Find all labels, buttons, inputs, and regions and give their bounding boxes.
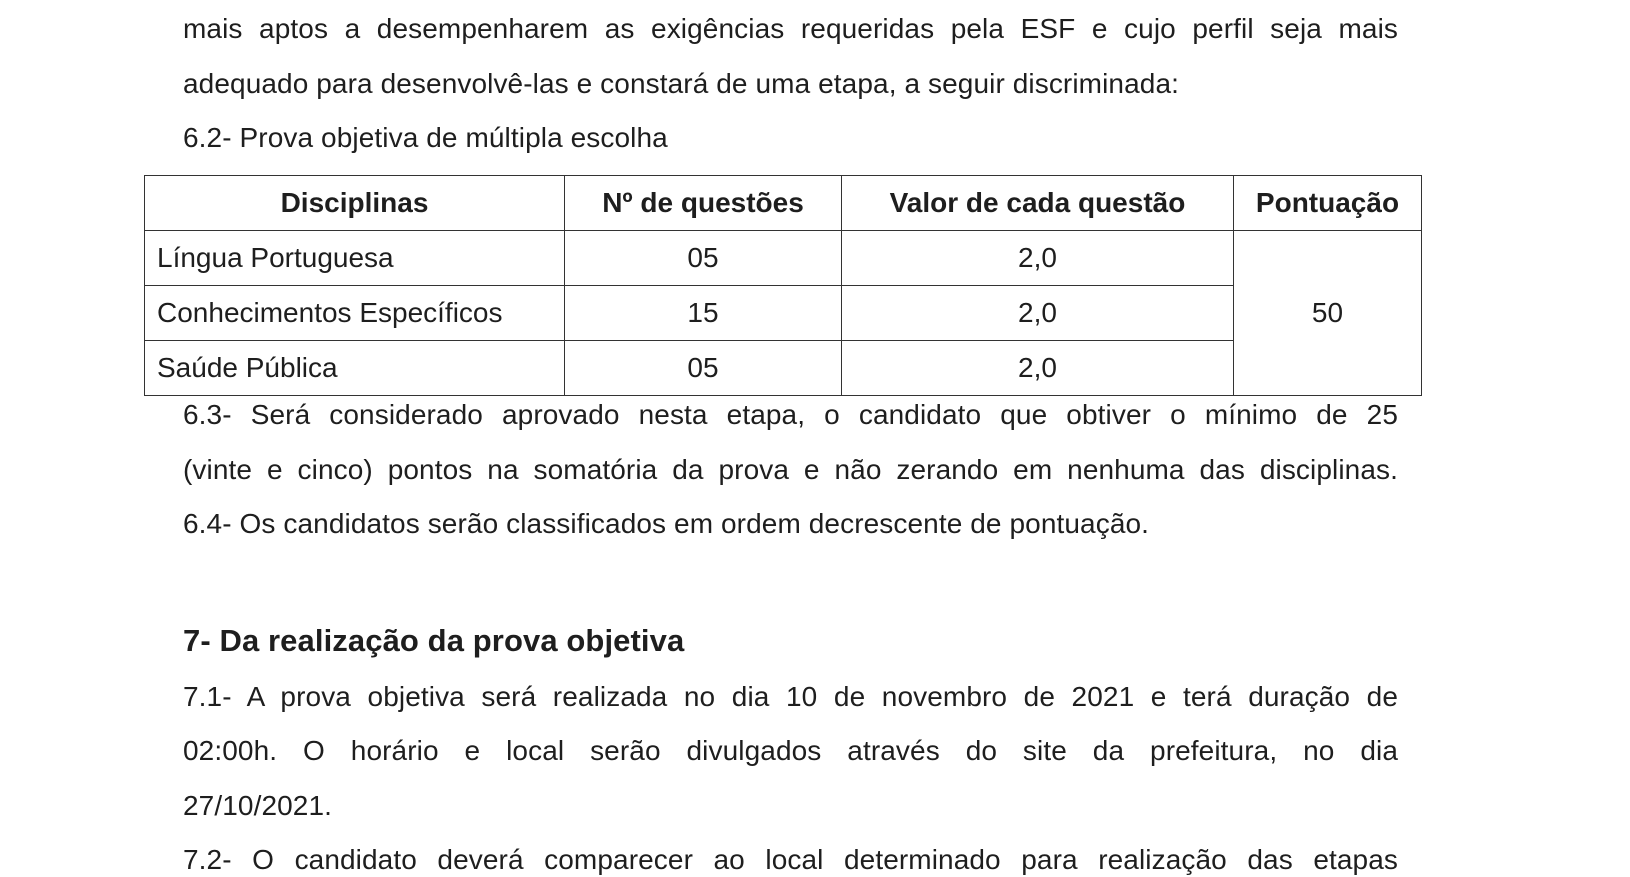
section-6-2-title: 6.2- Prova objetiva de múltipla escolha [183, 122, 668, 153]
cell-valor: 2,0 [842, 286, 1234, 341]
table-header-row [145, 176, 1422, 231]
exam-table [144, 175, 1422, 396]
table-row [145, 231, 1422, 286]
cell-disciplina: Saúde Pública [145, 341, 565, 396]
column-header-disciplinas: Disciplinas [145, 176, 565, 231]
section-6-3-line: 6.3- Será considerado aprovado nesta etapa, o candidato que obtiver o mínimo de 25 [183, 399, 1398, 430]
cell-questoes: 05 [565, 231, 842, 286]
paragraph-line: adequado para desenvolvê-las e constará de uma etapa, a seguir discriminada: [183, 68, 1179, 99]
section-7-1-line: 27/10/2021. [183, 790, 333, 821]
column-header-questoes: Nº de questões [565, 176, 842, 231]
cell-pontuacao: 50 [1234, 231, 1422, 396]
cell-questoes: 15 [565, 286, 842, 341]
section-6-4-text: 6.4- Os candidatos serão classificados em ordem decrescente de pontuação. [183, 508, 1150, 539]
column-header-valor: Valor de cada questão [842, 176, 1234, 231]
section-7-2-line: 7.2- O candidato deverá comparecer ao local determinado para realização das etapas [183, 844, 1398, 875]
paragraph-line: mais aptos a desempenharem as exigências requeridas pela ESF e cujo perfil seja mais [183, 13, 1398, 44]
table-row [145, 286, 1422, 341]
cell-valor: 2,0 [842, 231, 1234, 286]
cell-disciplina: Conhecimentos Específicos [145, 286, 565, 341]
column-header-pontuacao: Pontuação [1234, 176, 1422, 231]
cell-disciplina: Língua Portuguesa [145, 231, 565, 286]
table-row [145, 341, 1422, 396]
section-7-1-line: 02:00h. O horário e local serão divulgados através do site da prefeitura, no dia [183, 735, 1398, 766]
section-7-1-line: 7.1- A prova objetiva será realizada no dia 10 de novembro de 2021 e terá duração de [183, 681, 1398, 712]
cell-questoes: 05 [565, 341, 842, 396]
cell-valor: 2,0 [842, 341, 1234, 396]
section-6-3-line: (vinte e cinco) pontos na somatória da prova e não zerando em nenhuma das disciplinas. [183, 454, 1398, 485]
section-7-heading: 7- Da realização da prova objetiva [183, 623, 685, 658]
